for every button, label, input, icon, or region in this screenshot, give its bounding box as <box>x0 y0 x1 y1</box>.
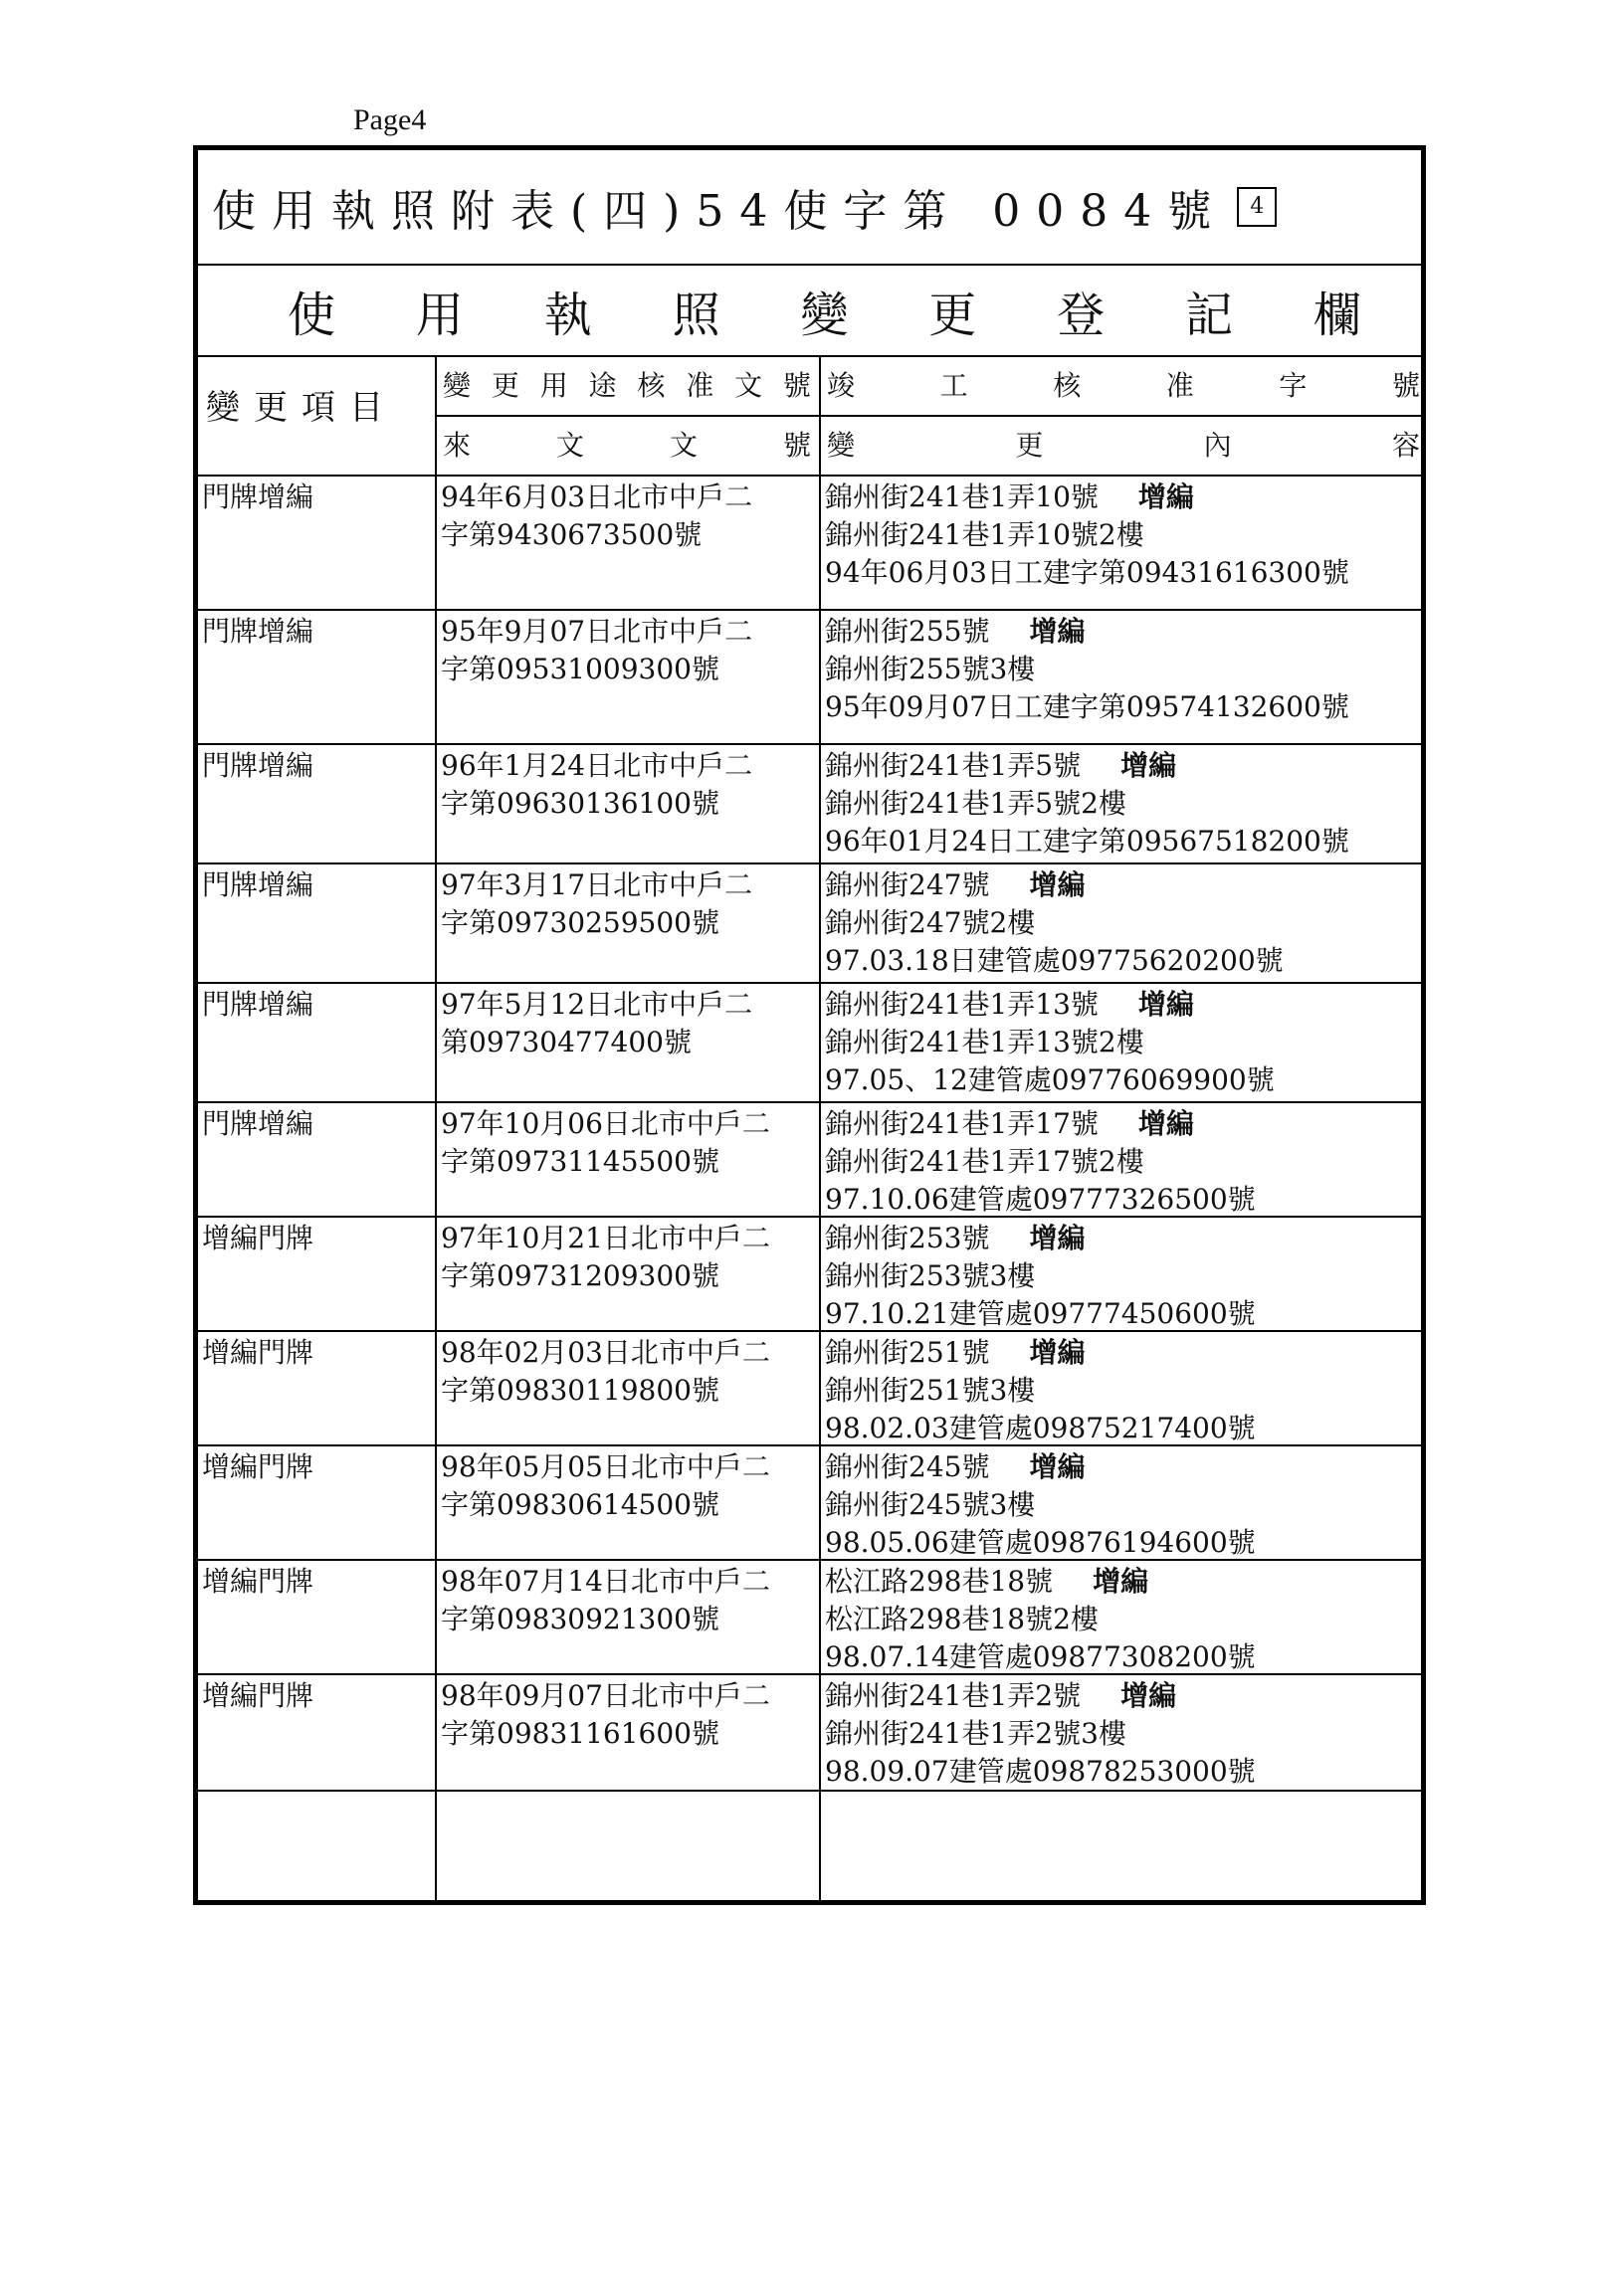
subtitle-char: 記 <box>1185 287 1234 343</box>
row-change-item: 門牌增編 <box>202 615 314 648</box>
row-content-line <box>825 823 1349 861</box>
header-divider <box>435 415 1421 417</box>
row-change-item: 增編門牌 <box>202 1336 314 1369</box>
row-content-line <box>825 516 1349 554</box>
row-change-content <box>825 747 1349 861</box>
row-content-line <box>825 1524 1256 1562</box>
row-divider <box>198 1330 1421 1332</box>
row-doc-line: 字第09830119800號 <box>441 1374 719 1407</box>
row-doc-line: 98年05月05日北市中戶二 <box>441 1450 770 1483</box>
row-doc-line: 95年9月07日北市中戶二 <box>441 615 753 648</box>
row-content-line <box>825 904 1284 942</box>
row-doc-line: 98年02月03日北市中戶二 <box>441 1336 770 1369</box>
header-change-item-label: 變更項目 <box>206 388 397 428</box>
row-change-content <box>825 1105 1256 1219</box>
row-content-text: 98.09.07建管處09878253000號 <box>825 1755 1256 1788</box>
row-doc-line: 字第9430673500號 <box>441 518 703 551</box>
row-content-text: 錦州街241巷1弄13號2樓 <box>825 1026 1144 1058</box>
row-doc-number <box>441 866 752 942</box>
row-content-text: 98.07.14建管處09877308200號 <box>825 1640 1256 1673</box>
row-content-line <box>825 1024 1275 1061</box>
header-approval-doc-no <box>443 367 811 405</box>
row-content-text: 錦州街253號3樓 <box>825 1259 1036 1292</box>
row-content-line <box>825 866 1284 904</box>
row-doc-number <box>441 478 752 554</box>
row-tag: 增編 <box>1120 1679 1177 1712</box>
row-content-text: 錦州街247號 <box>825 868 990 901</box>
row-change-item: 增編門牌 <box>202 1222 314 1254</box>
row-content-line <box>825 1753 1256 1791</box>
row-content-text: 松江路298巷18號 <box>825 1565 1054 1598</box>
header-completion-no <box>827 367 1420 405</box>
row-doc-number <box>441 613 752 688</box>
header-char: 核 <box>637 369 666 402</box>
row-tag: 增編 <box>1029 615 1086 648</box>
row-tag: 增編 <box>1137 480 1194 513</box>
row-tag: 增編 <box>1093 1565 1149 1598</box>
page-label: Page4 <box>353 103 427 136</box>
change-register-table <box>198 357 1421 1900</box>
row-content-line <box>825 1257 1256 1295</box>
row-content-text: 98.05.06建管處09876194600號 <box>825 1526 1256 1559</box>
row-change-content <box>825 1220 1256 1333</box>
row-content-text: 97.03.18日建管處09775620200號 <box>825 944 1284 977</box>
header-char: 核 <box>1053 369 1082 402</box>
row-content-line <box>825 1143 1256 1181</box>
row-tag: 增編 <box>1137 1107 1194 1140</box>
header-change-content <box>827 427 1420 465</box>
row-content-line <box>825 1486 1256 1524</box>
row-doc-line: 字第09830614500號 <box>441 1488 719 1521</box>
header-char: 號 <box>782 369 811 402</box>
header-char: 更 <box>1015 429 1044 462</box>
row-doc-number <box>441 1563 770 1638</box>
row-tag: 增編 <box>1137 988 1194 1021</box>
row-tag: 增編 <box>1029 1336 1086 1369</box>
row-doc-line: 98年09月07日北市中戶二 <box>441 1679 770 1712</box>
row-content-text: 97.10.06建管處09777326500號 <box>825 1183 1256 1216</box>
subtitle-char: 用 <box>415 287 464 343</box>
row-divider <box>198 1101 1421 1103</box>
row-tag: 增編 <box>1029 1222 1086 1254</box>
row-content-line <box>825 688 1349 726</box>
header-char: 准 <box>1165 369 1194 402</box>
header-char: 號 <box>782 429 811 462</box>
row-content-text: 錦州街241巷1弄10號 <box>825 480 1099 513</box>
row-divider <box>198 1790 1421 1792</box>
subtitle-char: 變 <box>800 287 849 343</box>
header-char: 變 <box>827 429 856 462</box>
row-content-text: 錦州街241巷1弄13號 <box>825 988 1099 1021</box>
row-change-content <box>825 1334 1256 1447</box>
row-doc-number <box>441 1677 770 1753</box>
row-content-text: 錦州街241巷1弄5號2樓 <box>825 787 1126 820</box>
row-change-item: 增編門牌 <box>202 1565 314 1598</box>
row-doc-line: 字第09731145500號 <box>441 1145 719 1178</box>
row-change-item: 增編門牌 <box>202 1679 314 1712</box>
header-char: 文 <box>669 429 698 462</box>
row-tag: 增編 <box>1120 749 1177 782</box>
header-char: 字 <box>1279 369 1308 402</box>
header-incoming-doc-no <box>443 427 811 465</box>
row-change-item: 門牌增編 <box>202 749 314 782</box>
row-change-item: 門牌增編 <box>202 988 314 1021</box>
row-content-text: 錦州街241巷1弄10號2樓 <box>825 518 1144 551</box>
row-doc-line: 字第09531009300號 <box>441 653 719 685</box>
row-doc-line: 字第09730259500號 <box>441 906 719 939</box>
row-content-text: 錦州街241巷1弄17號 <box>825 1107 1099 1140</box>
row-doc-line: 97年10月06日北市中戶二 <box>441 1107 770 1140</box>
row-change-content <box>825 1448 1256 1562</box>
header-char: 內 <box>1203 429 1232 462</box>
row-content-text: 錦州街245號 <box>825 1450 990 1483</box>
row-doc-line: 97年5月12日北市中戶二 <box>441 988 753 1021</box>
row-divider <box>198 1216 1421 1218</box>
row-content-line <box>825 1181 1256 1219</box>
row-change-content <box>825 986 1275 1099</box>
row-content-text: 96年01月24日工建字第09567518200號 <box>825 825 1349 858</box>
row-content-line <box>825 478 1349 516</box>
row-content-text: 錦州街251號 <box>825 1336 990 1369</box>
row-content-line <box>825 785 1349 823</box>
header-bottom-line <box>198 475 1421 477</box>
row-divider <box>198 1444 1421 1446</box>
row-content-text: 錦州街241巷1弄17號2樓 <box>825 1145 1144 1178</box>
header-char: 來 <box>443 429 472 462</box>
form-title-row <box>198 150 1421 266</box>
row-content-text: 97.10.21建管處09777450600號 <box>825 1297 1256 1330</box>
row-content-text: 98.02.03建管處09875217400號 <box>825 1412 1256 1444</box>
row-content-text: 錦州街247號2樓 <box>825 906 1036 939</box>
header-char: 號 <box>1391 369 1420 402</box>
subtitle-char: 照 <box>672 287 720 343</box>
subtitle-char: 登 <box>1057 287 1106 343</box>
subtitle-char: 更 <box>928 287 977 343</box>
row-content-line <box>825 1334 1256 1372</box>
row-change-item: 門牌增編 <box>202 868 314 901</box>
subtitle-char: 使 <box>288 287 336 343</box>
row-content-line <box>825 1601 1256 1638</box>
row-content-line <box>825 1563 1256 1601</box>
row-doc-line: 字第09831161600號 <box>441 1717 719 1750</box>
row-doc-line: 97年3月17日北市中戶二 <box>441 868 753 901</box>
header-char: 變 <box>443 369 472 402</box>
row-content-text: 95年09月07日工建字第09574132600號 <box>825 690 1349 723</box>
header-char: 容 <box>1391 429 1420 462</box>
row-content-line <box>825 1715 1256 1753</box>
row-content-text: 錦州街253號 <box>825 1222 990 1254</box>
row-content-line <box>825 1448 1256 1486</box>
row-change-item: 增編門牌 <box>202 1450 314 1483</box>
row-doc-line: 98年07月14日北市中戶二 <box>441 1565 770 1598</box>
row-content-line <box>825 1638 1256 1676</box>
column-divider <box>435 357 437 1900</box>
row-doc-line: 字第09830921300號 <box>441 1603 719 1635</box>
row-content-text: 錦州街241巷1弄2號 <box>825 1679 1082 1712</box>
row-content-text: 松江路298巷18號2樓 <box>825 1603 1099 1635</box>
row-content-text: 錦州街245號3樓 <box>825 1488 1036 1521</box>
row-content-line <box>825 1220 1256 1257</box>
subtitle-char: 執 <box>543 287 592 343</box>
row-content-line <box>825 1677 1256 1715</box>
row-tag: 增編 <box>1029 868 1086 901</box>
form-title: 使用執照附表(四)54使字第 0084號 <box>212 186 1228 237</box>
header-char: 更 <box>491 369 519 402</box>
header-char: 文 <box>734 369 763 402</box>
row-change-content <box>825 478 1349 592</box>
column-divider <box>819 357 821 1900</box>
row-divider <box>198 1673 1421 1675</box>
row-doc-line: 97年10月21日北市中戶二 <box>441 1222 770 1254</box>
row-doc-line: 第09730477400號 <box>441 1026 692 1058</box>
row-content-line <box>825 554 1349 592</box>
header-char: 工 <box>939 369 968 402</box>
row-doc-line: 96年1月24日北市中戶二 <box>441 749 753 782</box>
page-number-box: 4 <box>1237 187 1277 227</box>
row-divider <box>198 862 1421 864</box>
row-content-text: 錦州街241巷1弄2號3樓 <box>825 1717 1126 1750</box>
row-divider <box>198 743 1421 745</box>
row-content-text: 錦州街255號3樓 <box>825 653 1036 685</box>
row-content-line <box>825 1295 1256 1333</box>
row-content-text: 錦州街255號 <box>825 615 990 648</box>
row-content-line <box>825 613 1349 651</box>
row-change-content <box>825 613 1349 726</box>
row-tag: 增編 <box>1029 1450 1086 1483</box>
header-char: 用 <box>539 369 568 402</box>
row-doc-number <box>441 747 752 823</box>
row-doc-number <box>441 986 752 1061</box>
row-content-line <box>825 942 1284 980</box>
row-doc-number <box>441 1334 770 1410</box>
row-doc-number <box>441 1448 770 1524</box>
row-change-content <box>825 866 1284 980</box>
row-doc-line: 字第09731209300號 <box>441 1259 719 1292</box>
row-content-line <box>825 747 1349 785</box>
header-change-item <box>206 389 427 429</box>
row-doc-number <box>441 1105 770 1181</box>
row-change-item: 門牌增編 <box>202 1107 314 1140</box>
row-divider <box>198 1559 1421 1561</box>
header-char: 竣 <box>827 369 856 402</box>
subtitle-char: 欄 <box>1313 287 1361 343</box>
row-content-text: 97.05、12建管處09776069900號 <box>825 1063 1275 1096</box>
row-change-content <box>825 1677 1256 1791</box>
row-change-item: 門牌增編 <box>202 480 314 513</box>
row-doc-line: 94年6月03日北市中戶二 <box>441 480 753 513</box>
form-subtitle <box>288 277 1361 345</box>
row-content-text: 錦州街251號3樓 <box>825 1374 1036 1407</box>
row-divider <box>198 609 1421 611</box>
row-content-line <box>825 1105 1256 1143</box>
row-content-text: 94年06月03日工建字第09431616300號 <box>825 556 1349 589</box>
row-content-line <box>825 986 1275 1024</box>
header-char: 文 <box>555 429 584 462</box>
header-char: 途 <box>588 369 617 402</box>
row-doc-line: 字第09630136100號 <box>441 787 719 820</box>
form-subtitle-row <box>198 266 1421 357</box>
row-content-line <box>825 651 1349 688</box>
row-content-line <box>825 1061 1275 1099</box>
row-content-line <box>825 1410 1256 1447</box>
row-content-text: 錦州街241巷1弄5號 <box>825 749 1082 782</box>
row-divider <box>198 982 1421 984</box>
row-change-content <box>825 1563 1256 1676</box>
row-doc-number <box>441 1220 770 1295</box>
usage-license-form <box>193 145 1426 1905</box>
header-char: 准 <box>686 369 714 402</box>
row-content-line <box>825 1372 1256 1410</box>
